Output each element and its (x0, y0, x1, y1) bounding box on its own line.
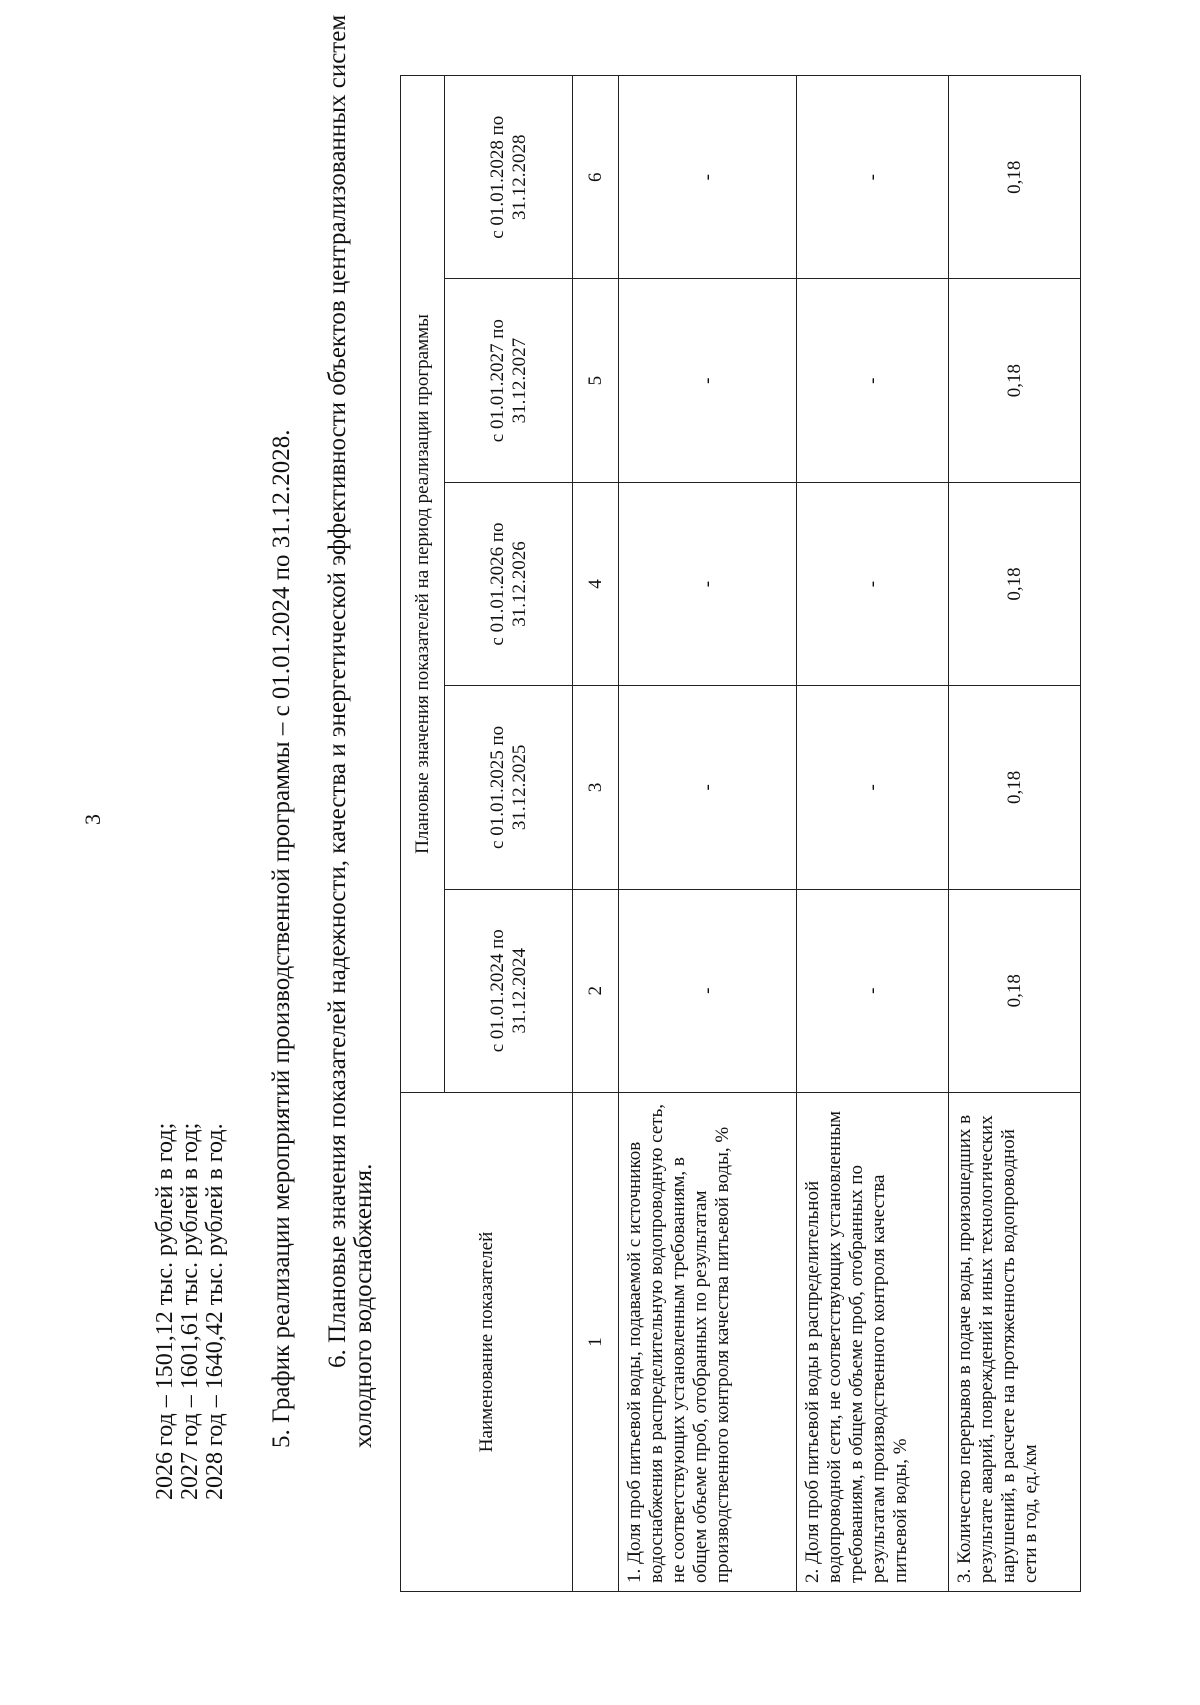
row-2-value-2027: - (797, 279, 949, 482)
period-2025: с 01.01.2025 по 31.12.2025 (445, 686, 573, 889)
row-2-value-2026: - (797, 482, 949, 685)
column-number-6: 6 (573, 76, 619, 279)
row-1-value-2028: - (619, 76, 797, 279)
section-6-paragraph: 6. Плановые значения показателей надежности, качества и энергетической эффективности объектов централизованных систем холодного водоснабжения. (324, 14, 377, 1448)
row-3-value-2024: 0,18 (949, 889, 1081, 1092)
budget-line-2028: 2028 год – 1640,42 тыс. рублей в год. (202, 1123, 228, 1500)
budget-list (153, 1123, 228, 1500)
row-3-value-2027: 0,18 (949, 279, 1081, 482)
row-3-name: 3. Количество перерывов в подаче воды, произошедших в результате аварий, повреждений и иных технологических нарушений, в расчете на протяженность водопроводной сети в год, ед./км (949, 1092, 1081, 1591)
column-number-4: 4 (573, 482, 619, 685)
table-header-row (401, 76, 445, 1592)
row-3-value-2026: 0,18 (949, 482, 1081, 685)
table-row (949, 76, 1081, 1592)
period-2027: с 01.01.2027 по 31.12.2027 (445, 279, 573, 482)
indicators-table (400, 75, 1081, 1592)
row-2-value-2024: - (797, 889, 949, 1092)
period-2028: с 01.01.2028 по 31.12.2028 (445, 76, 573, 279)
page-number: 3 (80, 814, 105, 825)
row-3-value-2025: 0,18 (949, 686, 1081, 889)
column-number-1: 1 (573, 1092, 619, 1591)
row-2-value-2025: - (797, 686, 949, 889)
row-1-name: 1. Доля проб питьевой воды, подаваемой с источников водоснабжения в распределительную водопроводную сеть, не соответствующих установленным требованиям, в общем объеме проб, отобранных по результатам производственного контроля качества питьевой воды, % (619, 1092, 797, 1591)
row-2-name: 2. Доля проб питьевой воды в распределительной водопроводной сети, не соответствующих установленным требованиям, в общем объеме проб, отобранных по результатам производственного контроля качества питьевой воды, % (797, 1092, 949, 1591)
table-row (797, 76, 949, 1592)
row-1-value-2025: - (619, 686, 797, 889)
period-2024: с 01.01.2024 по 31.12.2024 (445, 889, 573, 1092)
column-number-2: 2 (573, 889, 619, 1092)
row-1-value-2024: - (619, 889, 797, 1092)
column-number-5: 5 (573, 279, 619, 482)
row-1-value-2026: - (619, 482, 797, 685)
period-2026: с 01.01.2026 по 31.12.2026 (445, 482, 573, 685)
section-5-paragraph: 5. График реализации мероприятий производственной программы – с 01.01.2024 по 31.12.2028. (268, 429, 295, 1448)
table-row (619, 76, 797, 1592)
header-indicator-name: Наименование показателей (401, 1092, 573, 1591)
budget-line-2027: 2027 год – 1601,61 тыс. рублей в год; (177, 1122, 203, 1500)
header-plan-values: Плановые значения показателей на период реализации программы (401, 76, 445, 1093)
table-column-numbers-row (573, 76, 619, 1592)
budget-line-2026: 2026 год – 1501,12 тыс. рублей в год; (152, 1122, 178, 1500)
row-1-value-2027: - (619, 279, 797, 482)
column-number-3: 3 (573, 686, 619, 889)
row-3-value-2028: 0,18 (949, 76, 1081, 279)
row-2-value-2028: - (797, 76, 949, 279)
